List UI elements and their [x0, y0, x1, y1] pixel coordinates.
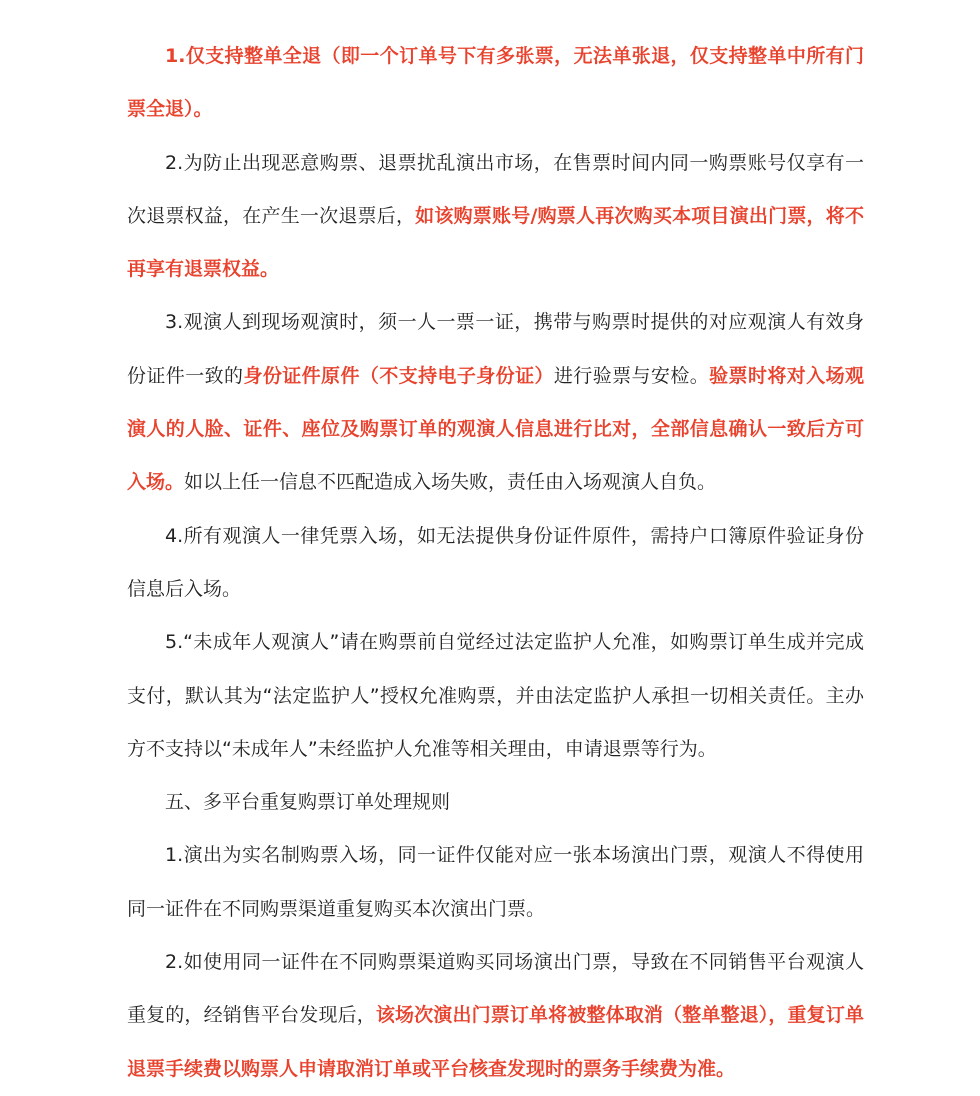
body-text: 2.为防止出现恶意购票、退票扰乱演出市场，在售票时间内同一购票账号仅享有一次退票权益，在产生一次退票后，	[127, 151, 864, 227]
document-body	[127, 30, 864, 1096]
highlighted-text: 如该购票账号/购票人再次购买本项目演出门票，将不再享有退票权益。	[127, 204, 864, 281]
body-text: 1.演出为实名制购票入场，同一证件仅能对应一张本场演出门票，观演人不得使用同一证件在不同购票渠道重复购买本次演出门票。	[127, 844, 864, 920]
paragraph-minors	[127, 616, 864, 776]
paragraph-refund-once	[127, 137, 864, 297]
paragraph-real-name	[127, 829, 864, 936]
highlighted-text: 身份证件原件（不支持电子身份证）	[243, 364, 554, 387]
body-text: 4.所有观演人一律凭票入场，如无法提供身份证件原件，需持户口簿原件验证身份信息后入场。	[127, 524, 864, 600]
highlighted-text: 验票时将对入场观演人的人脸、证件、座位及购票订单的观演人信息进行比对，全部信息确认一致后方可入场。	[127, 364, 864, 494]
paragraph-refund-whole-order	[127, 30, 864, 137]
paragraph-entry-by-ticket	[127, 510, 864, 617]
body-text: 2.如使用同一证件在不同购票渠道购买同场演出门票，导致在不同销售平台观演人重复的，经销售平台发现后，	[127, 951, 864, 1027]
section-heading-text: 五、多平台重复购票订单处理规则	[165, 791, 451, 814]
body-text: 如以上任一信息不匹配造成入场失败，责任由入场观演人自负。	[184, 471, 717, 494]
body-text: 3.观演人到现场观演时，须一人一票一证，携带与购票时提供的对应观演人有效身份证件一致的	[127, 311, 864, 387]
paragraph-id-verification	[127, 296, 864, 509]
highlighted-text: 该场次演出门票订单将被整体取消（整单整退），重复订单退票手续费以购票人申请取消订单或平台核查发现时的票务手续费为准。	[127, 1004, 864, 1080]
paragraph-duplicate-handling	[127, 936, 864, 1096]
body-text: 进行验票与安检。	[553, 364, 710, 387]
highlighted-text: 1.仅支持整单全退（即一个订单号下有多张票，无法单张退，仅支持整单中所有门票全退）。	[127, 45, 864, 121]
body-text: 5.“未成年人观演人”请在购票前自觉经过法定监护人允准，如购票订单生成并完成支付，默认其为“法定监护人”授权允准购票，并由法定监护人承担一切相关责任。主办方不支持以“未成年人”未经监护人允准等相关理由，申请退票等行为。	[127, 631, 864, 760]
section-heading-duplicate-orders	[127, 776, 864, 829]
